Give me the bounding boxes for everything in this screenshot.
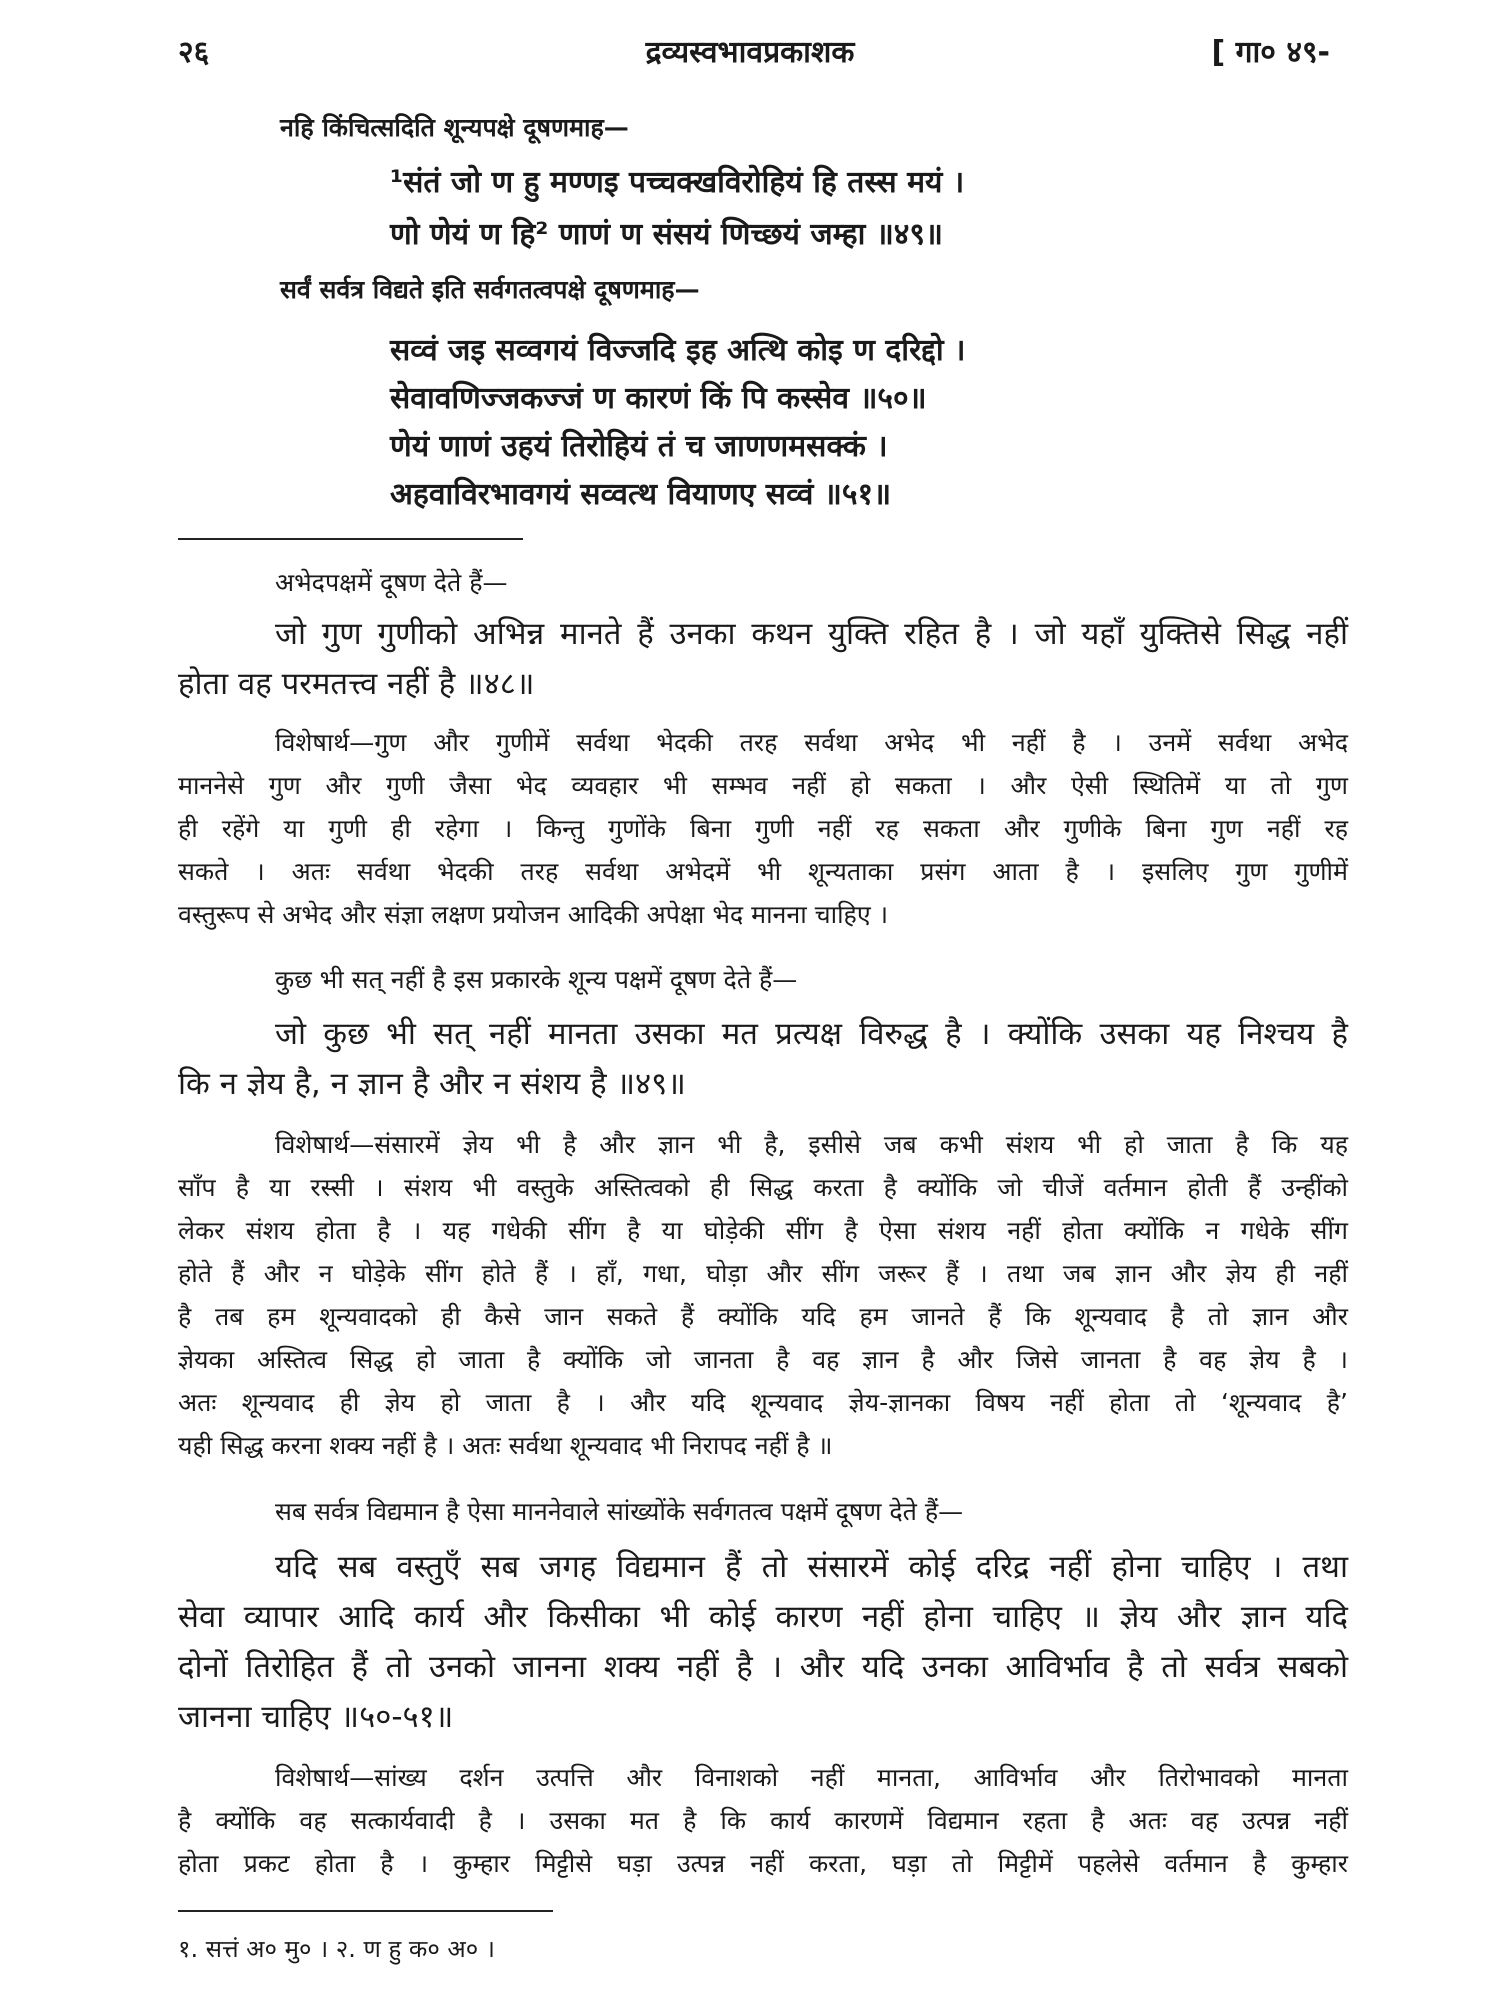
vishesh-50-line-3: होता प्रकट होता है । कुम्हार मिट्टीसे घड़ा उत्पन्न नहीं करता, घड़ा तो मिट्टीमें पहलेसे वर्तमान है कुम्हार xyxy=(178,1849,1348,1878)
vishesh-49-line-7: अतः शून्यवाद ही ज्ञेय हो जाता है । और यदि शून्यवाद ज्ञेय-ज्ञानका विषय नहीं होता तो ‘शून्यवाद है’ xyxy=(178,1388,1348,1417)
gatha-50-line-1: सव्वं जइ सव्वगयं विज्जदि इह अत्थि कोइ ण दरिद्दो । xyxy=(390,333,966,368)
vishesh-49-line-3: लेकर संशय होता है । यह गधेकी सींग है या घोड़ेकी सींग है ऐसा संशय नहीं होता क्योंकि न गधेके सींग xyxy=(178,1216,1348,1245)
vishesh-49-line-5: है तब हम शून्यवादको ही कैसे जान सकते हैं क्योंकि यदि हम जानते हैं कि शून्यवाद है तो ज्ञान और xyxy=(178,1302,1348,1331)
vishesh-49-line-8: यही सिद्ध करना शक्य नहीं है । अतः सर्वथा शून्यवाद भी निरापद नहीं है ॥ xyxy=(178,1431,833,1460)
vishesh-50-line-2: है क्योंकि वह सत्कार्यवादी है । उसका मत है कि कार्य कारणमें विद्यमान रहता है अतः वह उत्पन्न नहीं xyxy=(178,1806,1348,1835)
gatha-49-line-2: णो णेयं ण हि² णाणं ण संसयं णिच्छयं जम्हा ॥४९॥ xyxy=(390,217,943,252)
gatha-50-line-2: सेवावणिज्जकज्जं ण कारणं किं पि कस्सेव ॥५०॥ xyxy=(390,381,927,416)
vishesh-48-line-3: ही रहेंगे या गुणी ही रहेगा । किन्तु गुणोंके बिना गुणी नहीं रह सकता और गुणीके बिना गुण नहीं रह xyxy=(178,814,1348,843)
vishesh-49-line-1: विशेषार्थ—संसारमें ज्ञेय भी है और ज्ञान भी है, इसीसे जब कभी संशय भी हो जाता है कि यह xyxy=(275,1130,1348,1159)
sarvagata-heading: सब सर्वत्र विद्यमान है ऐसा माननेवाले सांख्योंके सर्वगतत्व पक्षमें दूषण देते हैं— xyxy=(275,1497,964,1526)
vishesh-48-line-4: सकते । अतः सर्वथा भेदकी तरह सर्वथा अभेदमें भी शून्यताका प्रसंग आता है । इसलिए गुण गुणीमें xyxy=(178,857,1348,886)
translation-50-line-4: जानना चाहिए ॥५०-५१॥ xyxy=(178,1699,454,1735)
vishesh-48-line-2: माननेसे गुण और गुणी जैसा भेद व्यवहार भी सम्भव नहीं हो सकता । और ऐसी स्थितिमें या तो गुण xyxy=(178,771,1348,800)
footnote-divider xyxy=(178,1910,553,1912)
vishesh-49-line-2: साँप है या रस्सी । संशय भी वस्तुके अस्तित्वको ही सिद्ध करता है क्योंकि जो चीजें वर्तमान होती हैं उन्हींको xyxy=(178,1173,1348,1202)
footnote: १. सत्तं अ० मु० । २. ण हु क० अ० । xyxy=(178,1935,495,1963)
translation-50-line-2: सेवा व्यापार आदि कार्य और किसीका भी कोई कारण नहीं होना चाहिए ॥ ज्ञेय और ज्ञान यदि xyxy=(178,1599,1348,1635)
translation-50-line-1: यदि सब वस्तुएँ सब जगह विद्यमान हैं तो संसारमें कोई दरिद्र नहीं होना चाहिए । तथा xyxy=(275,1549,1348,1585)
translation-50-line-3: दोनों तिरोहित हैं तो उनको जानना शक्य नहीं है । और यदि उनका आविर्भाव है तो सर्वत्र सबको xyxy=(178,1649,1348,1685)
shunya-intro: नहि किंचित्सदिति शून्यपक्षे दूषणमाह— xyxy=(280,113,629,142)
section-divider xyxy=(178,538,523,540)
book-title: द्रव्यस्वभावप्रकाशक xyxy=(645,35,855,70)
vishesh-48-line-5: वस्तुरूप से अभेद और संज्ञा लक्षण प्रयोजन आदिकी अपेक्षा भेद मानना चाहिए । xyxy=(178,900,889,929)
page-number: २६ xyxy=(178,35,210,70)
translation-48-line-2: होता वह परमतत्त्व नहीं है ॥४८॥ xyxy=(178,666,535,702)
sarvagata-intro: सर्वं सर्वत्र विद्यते इति सर्वगतत्वपक्षे दूषणमाह— xyxy=(280,275,700,304)
vishesh-49-line-4: होते हैं और न घोड़ेके सींग होते हैं । हाँ, गधा, घोड़ा और सींग जरूर हैं । तथा जब ज्ञान और ज्ञेय ही नहीं xyxy=(178,1259,1348,1288)
shunya-heading: कुछ भी सत् नहीं है इस प्रकारके शून्य पक्षमें दूषण देते हैं— xyxy=(275,965,798,994)
translation-48-line-1: जो गुण गुणीको अभिन्न मानते हैं उनका कथन युक्ति रहित है । जो यहाँ युक्तिसे सिद्ध नहीं xyxy=(275,616,1348,652)
abheda-heading: अभेदपक्षमें दूषण देते हैं— xyxy=(275,568,508,597)
gatha-51-line-1: णेयं णाणं उहयं तिरोहियं तं च जाणणमसक्कं । xyxy=(390,429,888,464)
gatha-49-line-1: ¹संतं जो ण हु मण्णइ पच्चक्खविरोहियं हि तस्स मयं । xyxy=(390,165,965,200)
gatha-reference: [ गा० ४९- xyxy=(1211,35,1330,70)
translation-49-line-1: जो कुछ भी सत् नहीं मानता उसका मत प्रत्यक्ष विरुद्ध है । क्योंकि उसका यह निश्चय है xyxy=(275,1016,1348,1052)
gatha-51-line-2: अहवाविरभावगयं सव्वत्थ वियाणए सव्वं ॥५१॥ xyxy=(390,477,892,512)
vishesh-50-line-1: विशेषार्थ—सांख्य दर्शन उत्पत्ति और विनाशको नहीं मानता, आविर्भाव और तिरोभावको मानता xyxy=(275,1763,1348,1792)
vishesh-49-line-6: ज्ञेयका अस्तित्व सिद्ध हो जाता है क्योंकि जो जानता है वह ज्ञान है और जिसे जानता है वह ज्ञेय है । xyxy=(178,1345,1348,1374)
vishesh-48-line-1: विशेषार्थ—गुण और गुणीमें सर्वथा भेदकी तरह सर्वथा अभेद भी नहीं है । उनमें सर्वथा अभेद xyxy=(275,728,1348,757)
translation-49-line-2: कि न ज्ञेय है, न ज्ञान है और न संशय है ॥४९॥ xyxy=(178,1066,686,1102)
